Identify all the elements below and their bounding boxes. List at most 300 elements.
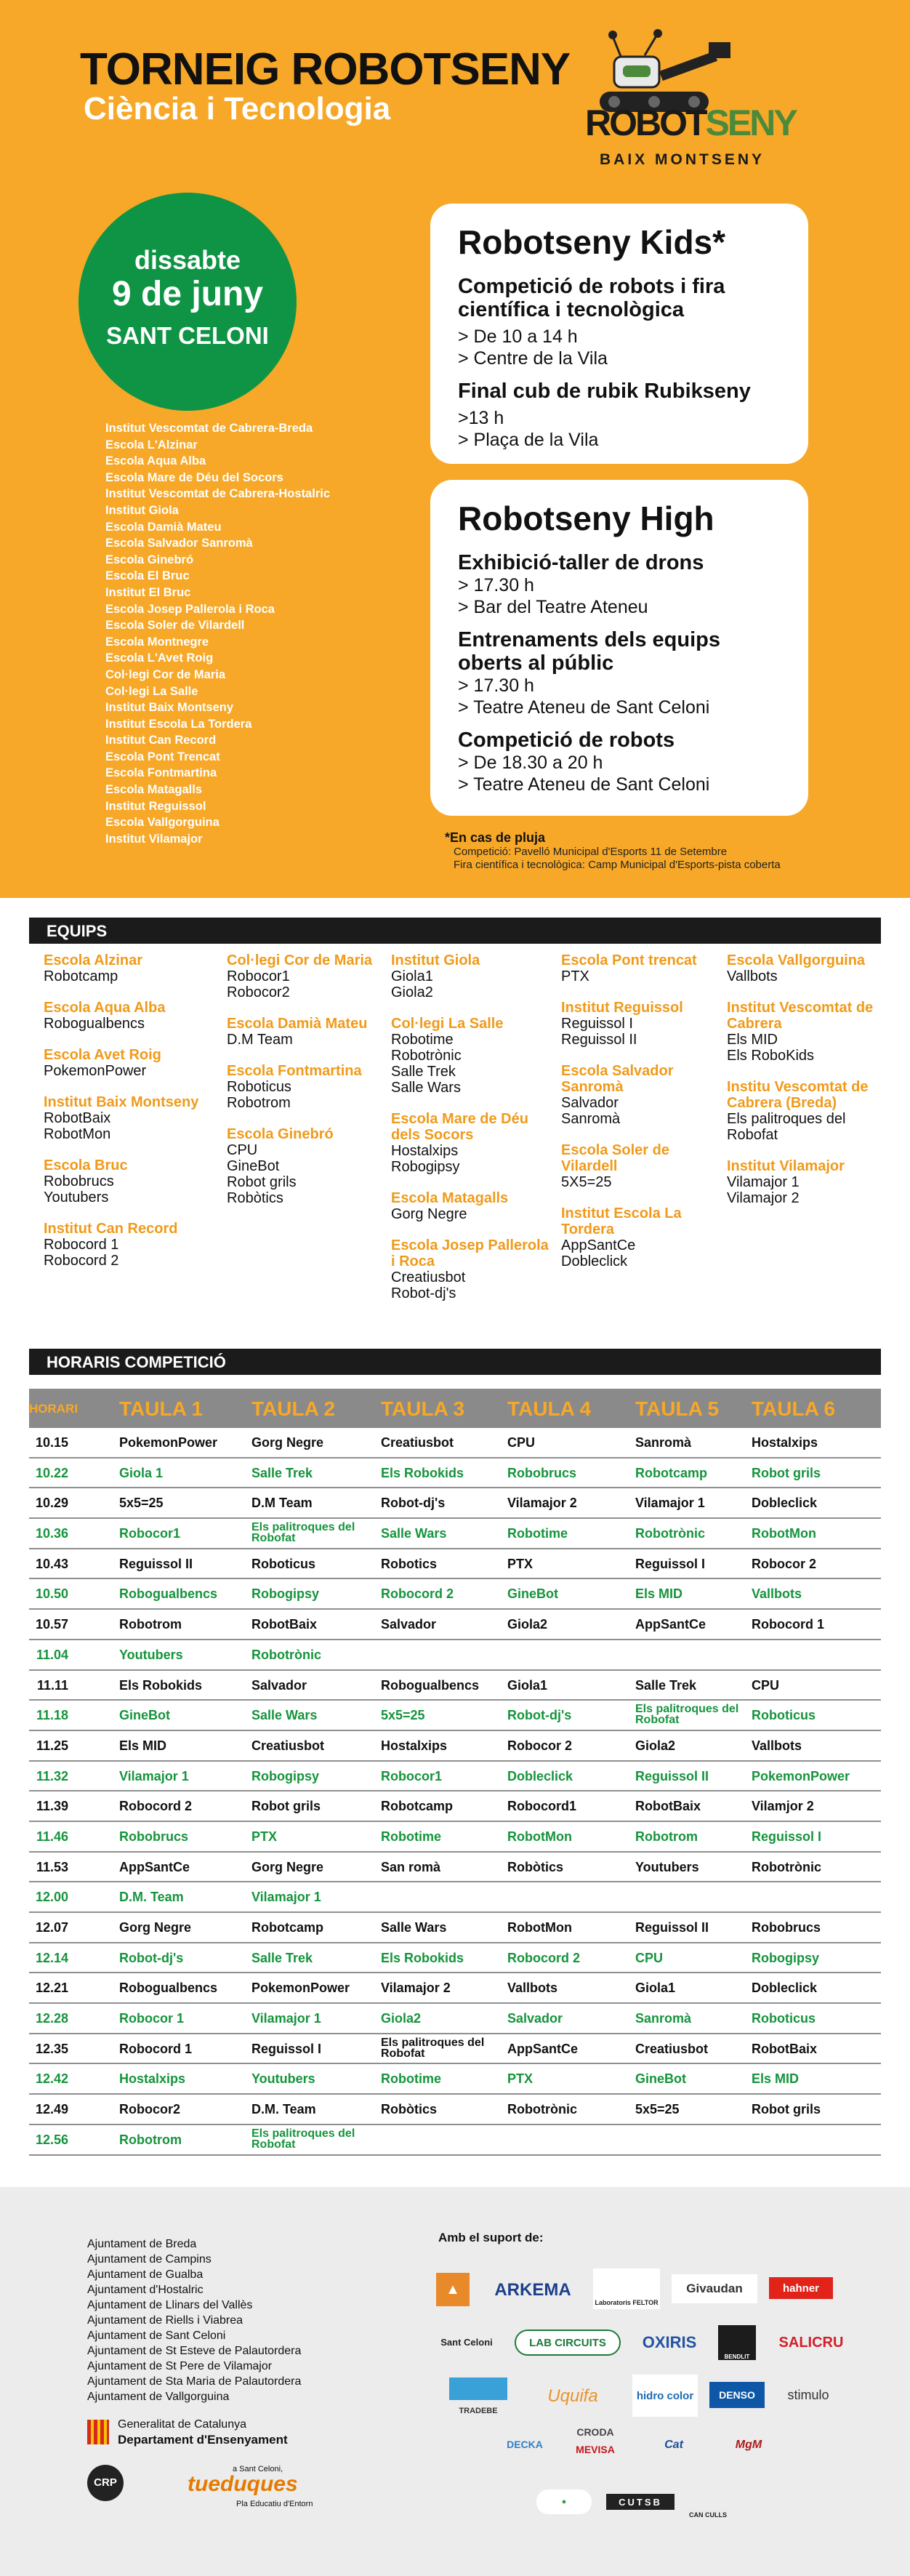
schedule-body — [29, 1428, 881, 2156]
school-name: Institu Vescomtat de Cabrera (Breda) — [727, 1079, 869, 1111]
high-drones-heading: Exhibició-taller de drons — [458, 551, 704, 574]
row-team: Els Robokids — [119, 1677, 203, 1693]
team-name: Els MID — [727, 1032, 778, 1048]
row-team: Els MID — [635, 1586, 683, 1602]
team-name: Robotrònic — [391, 1048, 462, 1064]
row-team: Giola2 — [635, 1738, 676, 1753]
row-team: Robocor2 — [119, 2102, 181, 2117]
row-team: Robot-dj's — [507, 1708, 572, 1723]
school-name: Escola Pont trencat — [561, 952, 697, 968]
row-team: Robòtics — [381, 2102, 438, 2117]
row-time: 11.04 — [36, 1647, 68, 1662]
row-team: Els MID — [752, 2071, 800, 2087]
hidrocolor-logo: hidro color — [632, 2375, 698, 2417]
row-team: D.M Team — [251, 1496, 313, 1511]
tueduques-pla: Pla Educatiu d'Entorn — [236, 2500, 313, 2508]
school-name: Escola Ginebró — [227, 1126, 334, 1142]
team-name: Robocor1 — [227, 968, 290, 984]
row-team: Robotrom — [119, 2132, 182, 2147]
row-team: PokemonPower — [752, 1768, 850, 1783]
schedule-row — [29, 1973, 881, 2004]
school-name: Escola Matagalls — [391, 1190, 509, 1206]
row-team: D.M. Team — [251, 2102, 316, 2117]
row-team: Robobrucs — [119, 1829, 189, 1844]
uquifa-logo: Uquifa — [547, 2386, 598, 2406]
row-time: 11.39 — [36, 1799, 68, 1814]
row-team: Gorg Negre — [251, 1435, 324, 1450]
row-time: 10.15 — [35, 1435, 68, 1450]
tueduques-city: a Sant Celoni, — [233, 2465, 283, 2473]
team-group — [561, 1063, 721, 1127]
feltor-logo: Laboratoris FELTOR — [593, 2268, 660, 2309]
school-item: Escola Damià Mateu — [105, 520, 222, 534]
row-team: RobotMon — [752, 1526, 816, 1541]
team-name: Reguissol I — [561, 1016, 633, 1032]
row-team: Salle Wars — [251, 1708, 318, 1723]
row-team: Vilamjor 2 — [752, 1799, 814, 1814]
teams-column — [727, 952, 887, 1221]
team-name: Salle Wars — [391, 1080, 461, 1096]
team-group — [44, 1157, 204, 1205]
row-time: 11.32 — [36, 1768, 68, 1783]
row-time: 11.53 — [36, 1859, 68, 1874]
ajuntament-item: Ajuntament de Riells i Viabrea — [87, 2314, 243, 2327]
row-team: RobotMon — [507, 1920, 572, 1935]
tradebe-logo: TRADEBE — [449, 2378, 507, 2415]
school-name: Escola Bruc — [44, 1157, 128, 1173]
ajuntament-item: Ajuntament de Gualba — [87, 2268, 204, 2281]
schedule-row — [29, 1488, 881, 1519]
schedule-row — [29, 1882, 881, 1913]
school-item: Escola Vallgorguina — [105, 816, 220, 830]
horaris-bar: HORARIS COMPETICIÓ — [29, 1349, 881, 1375]
team-name: Robòtics — [227, 1190, 283, 1206]
date-place: SANT CELONI — [106, 322, 269, 349]
hahner-logo: hahner — [769, 2277, 833, 2299]
denso-logo: DENSO — [709, 2382, 765, 2408]
team-name: Robogipsy — [391, 1159, 460, 1175]
school-item: Col·legi La Salle — [105, 684, 198, 698]
kids-panel — [430, 204, 808, 464]
row-team: 5x5=25 — [381, 1708, 425, 1723]
schedule-row — [29, 1822, 881, 1853]
teams-column — [391, 952, 551, 1317]
row-team: Vilamajor 1 — [635, 1496, 705, 1511]
teams-column — [561, 952, 721, 1285]
row-team: Dobleclick — [507, 1768, 573, 1783]
row-time: 10.22 — [35, 1465, 68, 1480]
kids-rubik-place: > Plaça de la Vila — [458, 430, 599, 450]
high-training-place: > Teatre Ateneu de Sant Celoni — [458, 697, 710, 718]
row-team: Robobrucs — [752, 1920, 821, 1935]
ajuntament-item: Ajuntament de Llinars del Vallès — [87, 2299, 253, 2311]
row-team: Robotime — [507, 1526, 568, 1541]
row-team: Dobleclick — [752, 1981, 818, 1996]
team-name: Salvador — [561, 1095, 619, 1111]
team-group — [227, 1063, 387, 1111]
team-group — [561, 952, 721, 984]
team-name: RobotBaix — [44, 1110, 111, 1126]
school-name: Institut Vescomtat de Cabrera — [727, 1000, 874, 1032]
school-name: Institut Baix Montseny — [44, 1094, 199, 1110]
team-name: Vilamajor 2 — [727, 1190, 800, 1206]
row-team: Hostalxips — [381, 1738, 448, 1753]
col-header-horari: HORARI — [29, 1402, 78, 1416]
tag-logo-icon: ▲ — [436, 2273, 470, 2306]
team-name: Vallbots — [727, 968, 778, 984]
schedule-row — [29, 1549, 881, 1580]
row-team: CPU — [752, 1677, 780, 1693]
team-group — [227, 1016, 387, 1048]
mevisa-logo: MEVISA — [576, 2444, 615, 2455]
school-item: Escola L'Avet Roig — [105, 651, 214, 665]
school-name: Institut Escola La Tordera — [561, 1205, 682, 1237]
row-time: 10.50 — [35, 1586, 68, 1602]
team-name: CPU — [227, 1142, 258, 1158]
school-name: Col·legi La Salle — [391, 1016, 504, 1032]
givaudan-logo: Givaudan — [672, 2274, 757, 2303]
team-name: Roboticus — [227, 1079, 291, 1095]
team-name: Robocord 1 — [44, 1237, 119, 1253]
row-team: Salvador — [251, 1677, 307, 1693]
row-time: 12.49 — [35, 2102, 68, 2117]
logo-subtitle: BAIX MONTSENY — [600, 151, 765, 168]
team-name: Sanromà — [561, 1111, 621, 1127]
team-name: Robocord 2 — [44, 1253, 119, 1269]
team-name: Robocor2 — [227, 984, 290, 1000]
team-group — [727, 1000, 887, 1064]
ajuntament-item: Ajuntament d'Hostalric — [87, 2284, 204, 2296]
row-team: RobotMon — [507, 1829, 572, 1844]
schedule-row — [29, 1519, 881, 1549]
crp-logo: CRP — [87, 2465, 124, 2501]
ajuntament-item: Ajuntament de Sta Maria de Palautordera — [87, 2375, 302, 2388]
row-team: PokemonPower — [119, 1435, 218, 1450]
row-team: Robocor 2 — [507, 1738, 573, 1753]
team-name: Robotrom — [227, 1095, 291, 1111]
schedule-row — [29, 2064, 881, 2095]
row-team: Robocor1 — [381, 1768, 443, 1783]
school-name: Institut Giola — [391, 952, 480, 968]
row-team: Robotrom — [635, 1829, 698, 1844]
school-name: Escola Fontmartina — [227, 1063, 362, 1079]
oxiris-logo: OXIRIS — [642, 2333, 697, 2351]
row-team: Robocor 2 — [752, 1556, 817, 1571]
arkema-logo: ARKEMA — [494, 2280, 571, 2300]
row-team: Salvador — [381, 1617, 437, 1632]
row-team: Robogipsy — [752, 1950, 819, 1965]
team-name: PokemonPower — [44, 1063, 147, 1079]
row-team: Gorg Negre — [251, 1859, 324, 1874]
row-team: Robot grils — [752, 1465, 821, 1480]
row-team: Vilamajor 2 — [507, 1496, 577, 1511]
team-name: Reguissol II — [561, 1032, 637, 1048]
decka-logo: DECKA — [507, 2439, 543, 2450]
row-team: Salle Trek — [635, 1677, 697, 1693]
high-competition-place: > Teatre Ateneu de Sant Celoni — [458, 774, 710, 795]
generalitat-name: Generalitat de Catalunya — [118, 2418, 246, 2431]
row-time: 10.43 — [35, 1556, 68, 1571]
row-team: Roboticus — [752, 1708, 816, 1723]
schedule-row — [29, 1791, 881, 1822]
equips-bar: EQUIPS — [29, 918, 881, 944]
school-name: Escola Avet Roig — [44, 1047, 161, 1063]
school-name: Escola Soler de Vilardell — [561, 1142, 669, 1174]
row-team: PTX — [507, 2071, 533, 2087]
row-team: Salvador — [507, 2011, 563, 2026]
team-group — [391, 1190, 551, 1222]
team-group — [44, 1047, 204, 1079]
generalitat-emblem-icon — [87, 2420, 109, 2444]
rain-line-2: Fira científica i tecnològica: Camp Municipal d'Esports-pista coberta — [454, 859, 781, 871]
team-name: Robotime — [391, 1032, 454, 1048]
row-time: 12.07 — [35, 1920, 68, 1935]
row-team: 5x5=25 — [635, 2102, 680, 2117]
school-item: Escola Matagalls — [105, 783, 202, 797]
team-group — [727, 952, 887, 984]
high-competition-heading: Competició de robots — [458, 729, 675, 752]
row-team: GineBot — [119, 1708, 170, 1723]
team-group — [561, 1205, 721, 1269]
team-name: Dobleclick — [561, 1253, 628, 1269]
row-team: Robot grils — [251, 1799, 321, 1814]
schedule-row — [29, 1943, 881, 1974]
school-item: Escola Fontmartina — [105, 766, 217, 780]
row-team: Els Robokids — [381, 1465, 464, 1480]
kids-event-heading: Competició de robots i fira científica i tecnològica — [458, 275, 725, 321]
row-team: Youtubers — [635, 1859, 699, 1874]
team-group — [44, 1221, 204, 1269]
row-team: Dobleclick — [752, 1496, 818, 1511]
schedule-table — [29, 1389, 881, 2156]
schedule-row — [29, 1731, 881, 1762]
row-team: Creatiusbot — [381, 1435, 454, 1450]
row-team: PokemonPower — [251, 1981, 350, 1996]
row-team: Vallbots — [752, 1586, 802, 1602]
row-team: Robocord 1 — [752, 1617, 825, 1632]
team-name: Giola2 — [391, 984, 433, 1000]
col-header-taula: TAULA 1 — [119, 1397, 204, 1420]
row-team: PTX — [251, 1829, 278, 1844]
row-team: Robotime — [381, 2071, 441, 2087]
school-item: Escola Pont Trencat — [105, 750, 220, 763]
team-name: Robot-dj's — [391, 1285, 456, 1301]
school-item: Institut Escola La Tordera — [105, 717, 252, 731]
row-team: Robotrom — [119, 1617, 182, 1632]
high-title: Robotseny High — [458, 499, 714, 537]
col-header-taula: TAULA 5 — [635, 1397, 720, 1420]
school-name: Institut Reguissol — [561, 1000, 683, 1016]
logo-wordmark: ROBOTSENY — [585, 103, 796, 143]
row-team: Robobrucs — [507, 1465, 577, 1480]
team-group — [391, 1237, 551, 1301]
row-team: Els palitroques del Robofat — [381, 2036, 485, 2060]
row-team: AppSantCe — [119, 1859, 190, 1874]
row-team: Hostalxips — [752, 1435, 818, 1450]
row-team: Reguissol I — [251, 2041, 322, 2056]
row-team: Gorg Negre — [119, 1920, 192, 1935]
row-time: 11.11 — [36, 1677, 68, 1693]
high-drones-time: > 17.30 h — [458, 575, 534, 595]
row-team: Els palitroques del Robofat — [251, 1521, 355, 1545]
cutsb-logo: CUTSB — [606, 2494, 675, 2510]
row-team: PTX — [507, 1556, 533, 1571]
date-date: 9 de juny — [111, 275, 264, 313]
team-group — [391, 1111, 551, 1175]
school-name: Institut Can Record — [44, 1221, 178, 1237]
generalitat-department: Departament d'Ensenyament — [118, 2433, 288, 2447]
teams-column — [227, 952, 387, 1221]
team-name: Gorg Negre — [391, 1206, 467, 1222]
col-header-taula: TAULA 3 — [381, 1397, 465, 1420]
ajuntament-item: Ajuntament de St Pere de Vilamajor — [87, 2360, 273, 2372]
school-item: Escola Montnegre — [105, 635, 209, 649]
school-item: Col·legi Cor de Maria — [105, 667, 226, 681]
row-team: 5x5=25 — [119, 1496, 164, 1511]
team-group — [561, 1000, 721, 1048]
row-team: Creatiusbot — [635, 2041, 709, 2056]
team-group — [727, 1158, 887, 1206]
row-team: Robogualbencs — [119, 1586, 218, 1602]
schedule-row — [29, 2095, 881, 2125]
row-team: RobotBaix — [752, 2041, 817, 2056]
team-group — [44, 952, 204, 984]
team-name: 5X5=25 — [561, 1174, 612, 1190]
school-item: Institut Vescomtat de Cabrera-Breda — [105, 422, 313, 435]
team-group — [44, 1000, 204, 1032]
schedule-row — [29, 1458, 881, 1489]
team-group — [391, 1016, 551, 1096]
salicru-logo: SALICRU — [778, 2334, 844, 2351]
high-training-time: > 17.30 h — [458, 675, 534, 696]
row-team: Robotics — [381, 1556, 438, 1571]
row-team: Reguissol I — [752, 1829, 822, 1844]
ajuntament-item: Ajuntament de Campins — [87, 2253, 212, 2266]
high-training-heading: Entrenaments dels equips oberts al públic — [458, 628, 720, 675]
row-team: Giola2 — [381, 2011, 422, 2026]
green-oval-logo-icon: ● — [536, 2489, 592, 2514]
school-name: Escola Alzinar — [44, 952, 142, 968]
school-item: Escola Ginebró — [105, 553, 194, 566]
team-name: Hostalxips — [391, 1143, 459, 1159]
rain-note — [445, 830, 881, 872]
support-title: Amb el suport de: — [438, 2231, 544, 2244]
schedule-row — [29, 1762, 881, 1792]
row-team: Robot grils — [752, 2102, 821, 2117]
row-team: Robotrònic — [251, 1647, 321, 1662]
row-team: GineBot — [635, 2071, 686, 2087]
kids-rubik-time: >13 h — [458, 408, 504, 428]
row-team: Vilamajor 1 — [251, 2011, 321, 2026]
teams-section — [44, 952, 887, 1345]
row-team: Els Robokids — [381, 1950, 464, 1965]
school-item: Escola L'Alzinar — [105, 438, 198, 452]
high-panel — [430, 480, 808, 816]
row-team: Robocord 2 — [381, 1586, 454, 1602]
poster-header — [0, 0, 910, 898]
row-team: Giola1 — [635, 1981, 676, 1996]
row-team: Reguissol II — [635, 1768, 709, 1783]
school-item: Institut Can Record — [105, 734, 217, 747]
row-team: Sanromà — [635, 1435, 692, 1450]
row-team: Robocor 1 — [119, 2011, 185, 2026]
school-item: Institut El Bruc — [105, 585, 191, 599]
row-team: Vilamajor 2 — [381, 1981, 451, 1996]
row-team: Robogualbencs — [119, 1981, 218, 1996]
ajuntament-item: Ajuntament de Vallgorguina — [87, 2391, 230, 2403]
ajuntaments-list — [87, 2236, 301, 2404]
row-team: Vilamajor 1 — [251, 1890, 321, 1905]
row-team: AppSantCe — [635, 1617, 706, 1632]
row-team: Els MID — [119, 1738, 167, 1753]
team-name: Els palitroques del Robofat — [727, 1111, 846, 1143]
school-item: Escola Salvador Sanromà — [105, 537, 253, 550]
school-item: Institut Vilamajor — [105, 832, 203, 846]
school-name: Escola Mare de Déu dels Socors — [391, 1111, 528, 1143]
row-team: Robotrònic — [635, 1526, 705, 1541]
row-team: Youtubers — [251, 2071, 315, 2087]
schedule-header — [29, 1389, 881, 1428]
row-team: San romà — [381, 1859, 441, 1874]
team-name: Youtubers — [44, 1189, 109, 1205]
row-team: Vilamajor 1 — [119, 1768, 189, 1783]
ajuntament-item: Ajuntament de St Esteve de Palautordera — [87, 2345, 302, 2357]
school-item: Escola Soler de Vilardell — [105, 619, 245, 633]
col-header-taula: TAULA 6 — [752, 1397, 836, 1420]
school-name: Escola Salvador Sanromà — [561, 1063, 674, 1095]
team-name: Giola1 — [391, 968, 433, 984]
school-item: Escola Mare de Déu del Socors — [105, 470, 283, 484]
team-name: Robotcamp — [44, 968, 118, 984]
row-team: Robocor1 — [119, 1526, 181, 1541]
row-team: Reguissol I — [635, 1556, 706, 1571]
row-team: Robocord1 — [507, 1799, 577, 1814]
row-team: Robocord 2 — [119, 1799, 193, 1814]
row-team: Reguissol II — [119, 1556, 193, 1571]
date-badge — [78, 193, 297, 411]
row-time: 12.00 — [35, 1890, 68, 1905]
high-drones-place: > Bar del Teatre Ateneu — [458, 597, 648, 617]
team-name: Robot grils — [227, 1174, 297, 1190]
schedule-row — [29, 2004, 881, 2034]
team-name: Vilamajor 1 — [727, 1174, 800, 1190]
kids-title: Robotseny Kids* — [458, 223, 726, 261]
row-time: 10.36 — [35, 1526, 68, 1541]
row-team: Robogipsy — [251, 1586, 319, 1602]
school-item: Institut Giola — [105, 503, 179, 517]
row-team: Robotime — [381, 1829, 441, 1844]
team-name: AppSantCe — [561, 1237, 636, 1253]
school-item: Institut Vescomtat de Cabrera-Hostalric — [105, 487, 331, 501]
can-culls-logo: CAN CULLS — [689, 2511, 727, 2519]
row-team: Robocord 1 — [119, 2041, 193, 2056]
row-team: Salle Trek — [251, 1950, 313, 1965]
row-team: Robotcamp — [381, 1799, 453, 1814]
kids-event-time: > De 10 a 14 h — [458, 326, 578, 347]
school-name: Escola Aqua Alba — [44, 1000, 166, 1016]
row-team: Giola 1 — [119, 1465, 164, 1480]
row-team: AppSantCe — [507, 2041, 579, 2056]
team-group — [227, 1126, 387, 1206]
teams-column — [44, 952, 204, 1284]
row-team: Reguissol II — [635, 1920, 709, 1935]
row-team: Youtubers — [119, 1647, 183, 1662]
schedule-row — [29, 1853, 881, 1883]
row-team: RobotBaix — [635, 1799, 701, 1814]
school-name: Escola Josep Pallerola i Roca — [391, 1237, 549, 1269]
sant-celoni-logo: Sant Celoni — [440, 2336, 493, 2348]
poster-subtitle: Ciència i Tecnologia — [84, 91, 391, 127]
